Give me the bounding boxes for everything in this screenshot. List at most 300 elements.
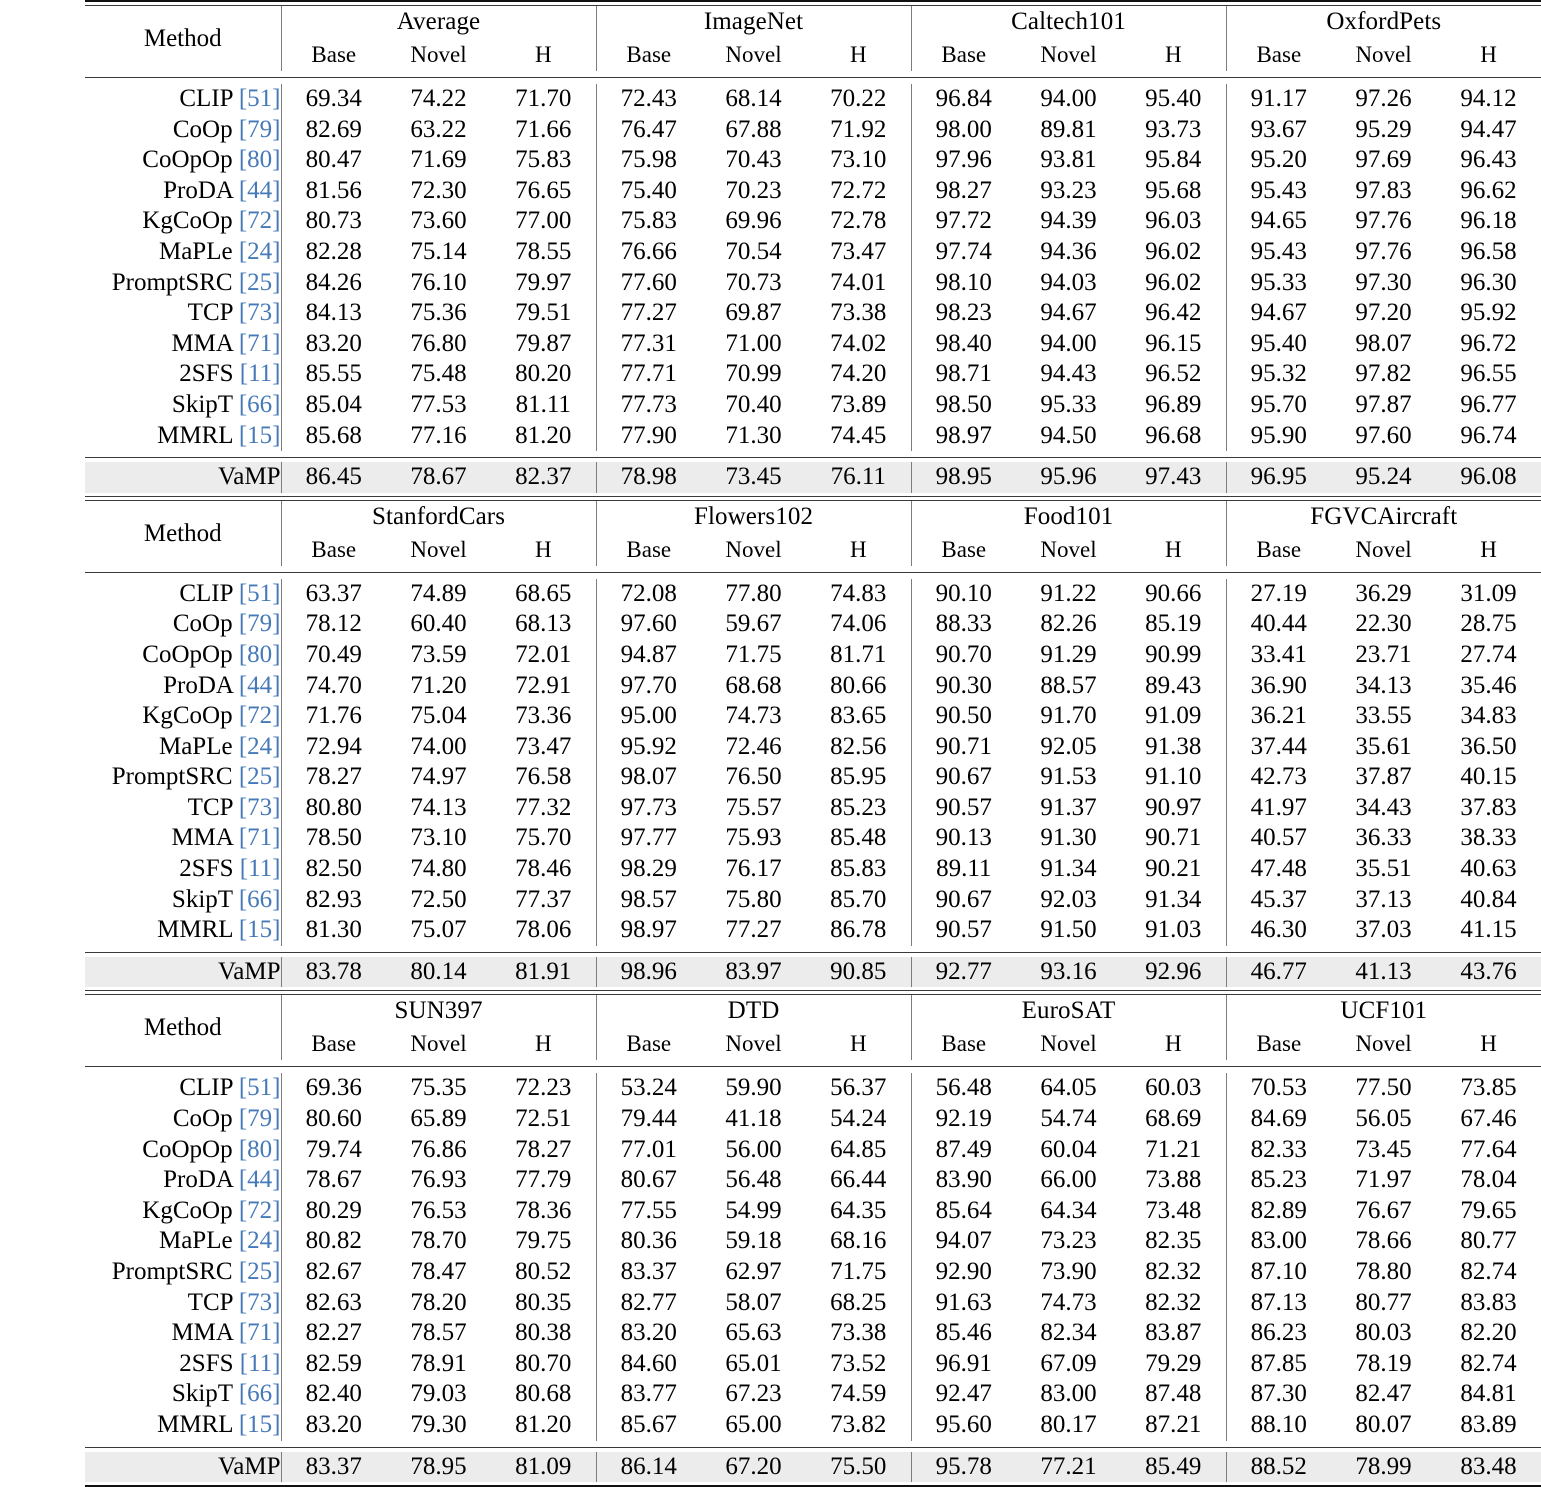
table-row [85,1379,1541,1410]
value-cell: 95.90 [1226,421,1331,452]
table-row [85,609,1541,640]
value-cell: 82.32 [1145,1288,1202,1316]
citation-ref: [44] [238,176,281,204]
value-cell: 74.97 [410,763,467,791]
value-cell: 56.37 [830,1074,887,1102]
value-cell: 96.43 [1460,146,1517,174]
metric-header-row [85,1027,1541,1060]
value-cell: 63.22 [410,115,467,143]
value-cell: 98.10 [911,268,1016,299]
value-cell: 91.34 [1040,855,1097,883]
citation-ref: [11] [239,1349,281,1377]
value-cell: 78.70 [410,1227,467,1255]
value-cell: 71.00 [725,329,782,357]
value-cell: 94.00 [1040,85,1097,112]
value-cell: 97.83 [1355,176,1412,204]
method-cell [85,1135,281,1166]
value-cell: 93.81 [1040,146,1097,174]
summary-value-cell: 41.13 [1331,957,1436,988]
value-cell: 83.00 [1040,1380,1097,1408]
table-row [85,762,1541,793]
metric-header-novel: Novel [725,1031,782,1057]
method-name: CoOpOp [142,1135,239,1163]
value-cell: 87.49 [911,1135,1016,1166]
value-cell: 96.68 [1145,421,1202,449]
value-cell: 63.37 [281,579,386,610]
value-cell: 89.43 [1145,671,1202,699]
value-cell: 40.84 [1460,885,1517,913]
value-cell: 67.23 [725,1380,782,1408]
citation-ref: [79] [238,115,281,143]
value-cell: 94.00 [1040,329,1097,357]
metric-header-novel: Novel [1040,536,1097,562]
value-cell: 73.88 [1145,1166,1202,1194]
value-cell: 95.92 [1460,299,1517,327]
value-cell: 71.76 [281,701,386,732]
value-cell: 94.03 [1040,268,1097,296]
value-cell: 74.73 [1040,1288,1097,1316]
value-cell: 96.77 [1460,390,1517,418]
value-cell: 85.04 [281,390,386,421]
value-cell: 54.99 [725,1196,782,1224]
citation-ref: [73] [238,299,281,327]
table-row [85,1135,1541,1166]
value-cell: 97.60 [596,609,701,640]
value-cell: 80.66 [830,671,887,699]
value-cell: 94.47 [1460,115,1517,143]
value-cell: 94.07 [911,1226,1016,1257]
value-cell: 59.67 [725,610,782,638]
value-cell: 73.47 [830,237,887,265]
value-cell: 85.83 [830,855,887,883]
value-cell: 76.10 [410,268,467,296]
value-cell: 98.57 [596,885,701,916]
citation-ref: [24] [238,732,281,760]
dataset-title-oxfordpets: OxfordPets [1226,6,1541,38]
value-cell: 77.50 [1355,1074,1412,1102]
value-cell: 74.02 [830,329,887,357]
value-cell: 75.07 [410,916,467,944]
table-row [85,1196,1541,1227]
value-cell: 82.20 [1460,1319,1517,1347]
value-cell: 41.18 [725,1105,782,1133]
value-cell: 70.23 [725,176,782,204]
table-row [85,268,1541,299]
value-cell: 66.00 [1040,1166,1097,1194]
summary-value-cell: 80.14 [386,957,491,988]
metric-header-base: Base [596,38,701,71]
value-cell: 93.23 [1040,176,1097,204]
method-cell [85,1318,281,1349]
summary-value-cell: 96.95 [1226,462,1331,493]
value-cell: 98.29 [596,854,701,885]
value-cell: 95.60 [911,1410,1016,1441]
results-block-2 [85,501,1541,566]
value-cell: 79.51 [515,299,572,327]
metric-header-h: H [534,536,552,562]
value-cell: 79.65 [1460,1196,1517,1224]
value-cell: 71.69 [410,146,467,174]
summary-value-cell: 86.14 [596,1452,701,1483]
value-cell: 90.50 [911,701,1016,732]
summary-value-cell: 75.50 [806,1452,911,1483]
summary-value-cell: 78.95 [386,1452,491,1483]
value-cell: 60.04 [1040,1135,1097,1163]
value-cell: 98.97 [911,421,1016,452]
value-cell: 77.00 [515,207,572,235]
value-cell: 78.67 [281,1165,386,1196]
value-cell: 97.73 [596,793,701,824]
value-cell: 70.53 [1226,1073,1331,1104]
metric-header-h: H [849,1031,867,1057]
value-cell: 73.59 [410,640,467,668]
value-cell: 98.50 [911,390,1016,421]
value-cell: 83.65 [830,702,887,730]
value-cell: 80.03 [1355,1319,1412,1347]
value-cell: 78.27 [515,1135,572,1163]
value-cell: 95.43 [1226,237,1331,268]
value-cell: 98.23 [911,298,1016,329]
dataset-header-row [85,6,1541,38]
value-cell: 83.20 [281,1410,386,1441]
value-cell: 73.45 [1355,1135,1412,1163]
value-cell: 46.30 [1226,915,1331,946]
method-header-cell: Method [143,25,222,52]
value-cell: 82.63 [281,1288,386,1319]
value-cell: 36.29 [1355,579,1412,607]
value-cell: 72.50 [410,885,467,913]
table-row [85,84,1541,115]
summary-value-cell: 77.21 [1016,1452,1121,1483]
value-cell: 78.80 [1355,1258,1412,1285]
metric-header-novel: Novel [1355,1031,1412,1057]
value-cell: 36.33 [1355,824,1412,852]
method-cell [85,268,281,299]
citation-ref: [44] [238,671,281,699]
summary-value-cell: 92.77 [911,957,1016,988]
value-cell: 87.21 [1145,1410,1202,1438]
method-name: KgCoOp [142,1196,239,1224]
value-cell: 98.07 [1355,329,1412,357]
value-cell: 72.51 [515,1105,572,1133]
summary-row [85,462,1541,493]
method-cell [85,640,281,671]
value-cell: 59.90 [725,1074,782,1102]
value-cell: 91.30 [1040,824,1097,852]
metric-header-base: Base [281,533,386,566]
table-row [85,732,1541,763]
value-cell: 75.57 [725,793,782,821]
citation-ref: [25] [238,1258,281,1285]
citation-ref: [15] [238,916,281,944]
value-cell: 71.30 [725,421,782,449]
value-cell: 97.87 [1355,390,1412,418]
value-cell: 85.95 [830,763,887,791]
method-cell [85,885,281,916]
method-name: ProDA [163,671,239,699]
summary-method-cell: VaMP [85,462,281,493]
table-row [85,1349,1541,1380]
citation-ref: [71] [238,1319,281,1347]
value-cell: 75.40 [596,176,701,207]
value-cell: 70.54 [725,237,782,265]
dataset-title-eurosat: EuroSAT [911,995,1226,1027]
value-cell: 76.93 [410,1166,467,1194]
method-name: SkipT [171,390,239,418]
value-cell: 84.26 [281,268,386,299]
value-cell: 95.33 [1040,390,1097,418]
citation-ref: [25] [238,763,281,791]
value-cell: 92.03 [1040,885,1097,913]
value-cell: 67.09 [1040,1349,1097,1377]
value-cell: 77.60 [596,268,701,299]
value-cell: 68.68 [725,671,782,699]
table-row [85,145,1541,176]
citation-ref: [73] [238,793,281,821]
metric-header-base: Base [1226,38,1331,71]
method-cell [85,237,281,268]
value-cell: 96.74 [1460,421,1517,449]
method-name: MMA [171,824,239,852]
value-cell: 80.52 [515,1258,572,1285]
value-cell: 35.46 [1460,671,1517,699]
metric-header-h: H [1164,536,1182,562]
value-cell: 94.36 [1040,237,1097,265]
summary-table-1 [85,462,1541,493]
value-cell: 87.10 [1226,1257,1331,1288]
table-row [85,1318,1541,1349]
value-cell: 80.47 [281,145,386,176]
value-cell: 82.77 [596,1288,701,1319]
value-cell: 70.73 [725,268,782,296]
value-cell: 77.31 [596,329,701,360]
method-name: TCP [187,299,239,327]
value-cell: 33.55 [1355,702,1412,730]
summary-value-cell: 88.52 [1226,1452,1331,1483]
value-cell: 89.81 [1040,115,1097,143]
value-cell: 82.89 [1226,1196,1331,1227]
value-cell: 95.84 [1145,146,1202,174]
value-cell: 91.38 [1145,732,1202,760]
value-cell: 90.97 [1145,793,1202,821]
value-cell: 36.21 [1226,701,1331,732]
value-cell: 76.58 [515,763,572,791]
method-name: ProDA [163,176,239,204]
table-row [85,915,1541,946]
value-cell: 91.29 [1040,640,1097,668]
metric-header-base: Base [911,38,1016,71]
dataset-header-row [85,995,1541,1027]
value-cell: 91.22 [1040,579,1097,607]
value-cell: 94.67 [1040,299,1097,327]
value-cell: 83.77 [596,1379,701,1410]
value-cell: 72.94 [281,732,386,763]
method-name: PromptSRC [111,1258,239,1285]
metric-header-novel: Novel [1040,1031,1097,1057]
value-cell: 34.43 [1355,793,1412,821]
method-cell [85,762,281,793]
value-cell: 97.96 [911,145,1016,176]
value-cell: 77.80 [725,579,782,607]
value-cell: 97.74 [911,237,1016,268]
value-cell: 94.50 [1040,421,1097,449]
metric-header-row [85,38,1541,71]
value-cell: 80.82 [281,1226,386,1257]
table-row [85,579,1541,610]
dataset-title-caltech101: Caltech101 [911,6,1226,38]
value-cell: 56.48 [911,1073,1016,1104]
citation-ref: [71] [238,824,281,852]
value-cell: 71.75 [725,640,782,668]
value-cell: 64.35 [830,1196,887,1224]
value-cell: 65.00 [725,1410,782,1438]
metric-header-h: H [1164,1031,1182,1057]
value-cell: 56.05 [1355,1105,1412,1133]
value-cell: 95.43 [1226,176,1331,207]
method-name: TCP [187,793,239,821]
value-cell: 40.44 [1226,609,1331,640]
value-cell: 94.39 [1040,207,1097,235]
value-cell: 77.01 [596,1135,701,1166]
value-cell: 35.61 [1355,732,1412,760]
value-cell: 94.87 [596,640,701,671]
value-cell: 90.99 [1145,640,1202,668]
metric-header-novel: Novel [1040,42,1097,67]
value-cell: 82.26 [1040,610,1097,638]
value-cell: 74.13 [410,793,467,821]
value-cell: 91.17 [1226,84,1331,115]
value-cell: 80.80 [281,793,386,824]
value-cell: 40.15 [1460,763,1517,791]
table-row [85,298,1541,329]
value-cell: 85.70 [830,885,887,913]
value-cell: 91.63 [911,1288,1016,1319]
value-cell: 82.32 [1145,1258,1202,1285]
value-cell: 90.67 [911,885,1016,916]
summary-value-cell: 43.76 [1436,957,1541,988]
value-cell: 22.30 [1355,610,1412,638]
method-name: CoOpOp [142,146,239,174]
method-cell [85,1073,281,1104]
method-name: MaPLe [158,237,239,265]
method-header-cell: Method [143,1014,222,1042]
value-cell: 73.89 [830,390,887,418]
value-cell: 85.23 [830,793,887,821]
method-header-cell: Method [143,519,222,547]
value-cell: 73.82 [830,1410,887,1438]
value-cell: 71.75 [830,1258,887,1285]
table-row [85,701,1541,732]
value-cell: 74.83 [830,579,887,607]
value-cell: 84.13 [281,298,386,329]
value-cell: 74.70 [281,671,386,702]
table-row [85,640,1541,671]
metric-header-base: Base [281,1027,386,1060]
value-cell: 96.02 [1145,268,1202,296]
value-cell: 65.63 [725,1319,782,1347]
value-cell: 95.70 [1226,390,1331,421]
value-cell: 67.46 [1460,1105,1517,1133]
method-name: SkipT [171,1380,239,1408]
value-cell: 97.76 [1355,237,1412,265]
value-cell: 80.68 [515,1380,572,1408]
value-cell: 96.84 [911,84,1016,115]
citation-ref: [66] [238,1380,281,1408]
summary-value-cell: 86.45 [281,462,386,493]
method-name: CLIP [179,85,239,112]
value-cell: 82.67 [281,1257,386,1288]
method-name: MMA [171,1319,239,1347]
value-cell: 73.85 [1460,1074,1517,1102]
value-cell: 75.83 [596,206,701,237]
value-cell: 34.83 [1460,702,1517,730]
value-cell: 77.27 [596,298,701,329]
value-cell: 78.36 [515,1196,572,1224]
value-cell: 53.24 [596,1073,701,1104]
value-cell: 27.74 [1460,640,1517,668]
value-cell: 79.87 [515,329,572,357]
value-cell: 68.69 [1145,1105,1202,1133]
value-cell: 69.96 [725,207,782,235]
value-cell: 80.38 [515,1319,572,1347]
citation-ref: [51] [238,1074,281,1102]
method-cell [85,1288,281,1319]
value-cell: 77.73 [596,390,701,421]
value-cell: 73.23 [1040,1227,1097,1255]
value-cell: 95.00 [596,701,701,732]
citation-ref: [11] [239,855,281,883]
value-cell: 83.20 [596,1318,701,1349]
value-cell: 91.53 [1040,763,1097,791]
value-cell: 83.00 [1226,1226,1331,1257]
value-cell: 95.92 [596,732,701,763]
value-cell: 72.91 [515,671,572,699]
value-cell: 74.06 [830,610,887,638]
metric-header-base: Base [281,38,386,71]
value-cell: 80.60 [281,1104,386,1135]
value-cell: 64.05 [1040,1074,1097,1102]
value-cell: 80.67 [596,1165,701,1196]
value-cell: 98.97 [596,915,701,946]
value-cell: 33.41 [1226,640,1331,671]
method-cell [85,915,281,946]
table-row [85,1104,1541,1135]
value-cell: 58.07 [725,1288,782,1316]
value-cell: 77.53 [410,390,467,418]
metric-header-base: Base [596,1027,701,1060]
value-cell: 34.13 [1355,671,1412,699]
value-cell: 82.59 [281,1349,386,1380]
value-cell: 74.45 [830,421,887,449]
value-cell: 90.70 [911,640,1016,671]
summary-row [85,957,1541,988]
method-cell [85,1196,281,1227]
value-cell: 76.67 [1355,1196,1412,1224]
value-cell: 76.66 [596,237,701,268]
table-row [85,1226,1541,1257]
value-cell: 83.37 [596,1257,701,1288]
summary-method-cell: VaMP [85,957,281,988]
value-cell: 65.01 [725,1349,782,1377]
value-cell: 71.97 [1355,1166,1412,1194]
value-cell: 82.69 [281,115,386,146]
method-cell [85,701,281,732]
value-cell: 96.30 [1460,268,1517,296]
method-name: MMRL [157,421,239,449]
value-cell: 91.34 [1145,885,1202,913]
value-cell: 94.67 [1226,298,1331,329]
value-cell: 84.60 [596,1349,701,1380]
